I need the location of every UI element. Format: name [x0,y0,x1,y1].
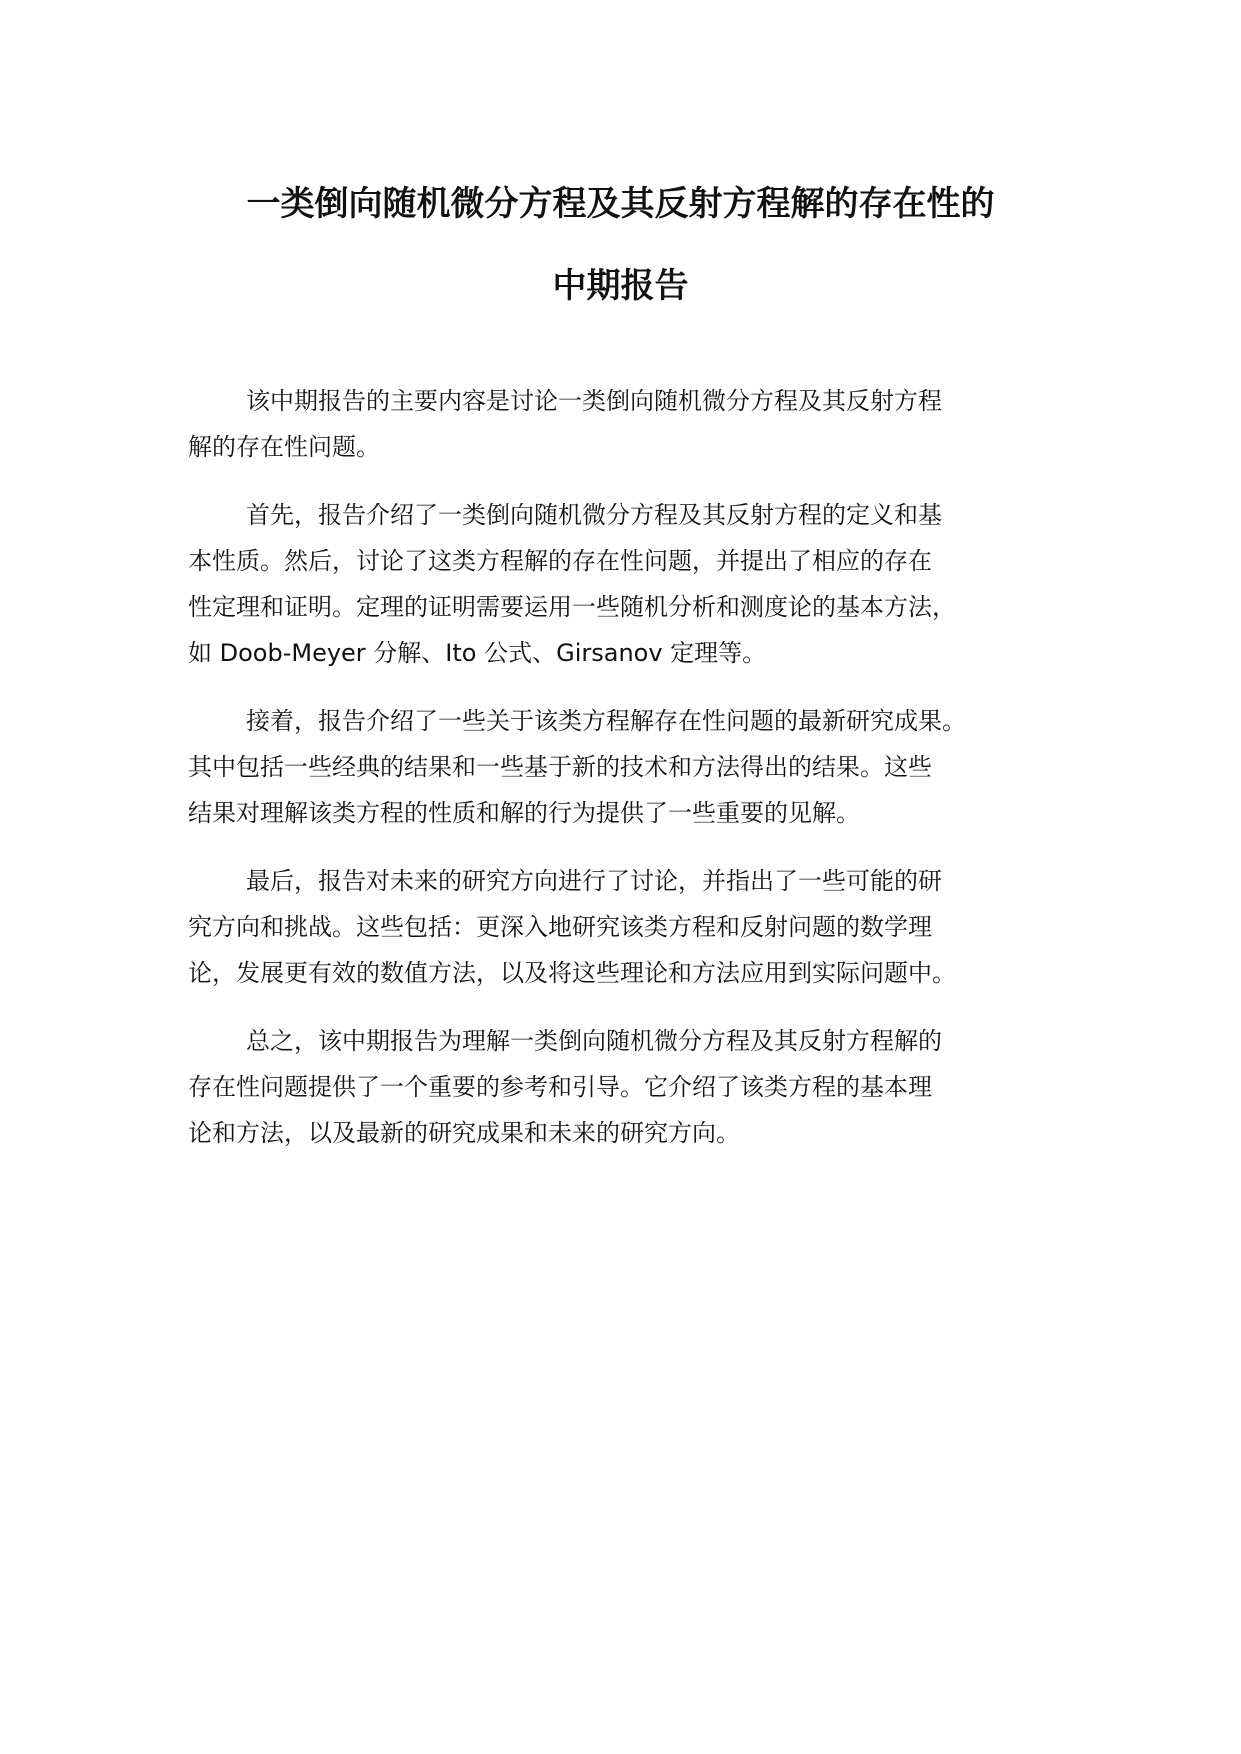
paragraph-line: 首先，报告介绍了一类倒向随机微分方程及其反射方程的定义和基 [246,501,942,529]
document-body [188,378,1088,1178]
document-title-line-2: 中期报告 [552,266,689,306]
paragraph-line: 论和方法，以及最新的研究成果和未来的研究方向。 [188,1119,740,1147]
paragraph-line: 其中包括一些经典的结果和一些基于新的技术和方法得出的结果。这些 [188,753,932,781]
paragraph-line: 最后，报告对未来的研究方向进行了讨论，并指出了一些可能的研 [246,867,942,895]
paragraph-line: 接着，报告介绍了一些关于该类方程解存在性问题的最新研究成果。 [246,707,966,735]
paragraph-line: 究方向和挑战。这些包括：更深入地研究该类方程和反射问题的数学理 [188,913,932,941]
paragraph-definitions [188,492,1088,676]
paragraph-line: 如 Doob-Meyer 分解、Ito 公式、Girsanov 定理等。 [188,639,767,667]
paragraph-recent-results [188,698,1088,836]
paragraph-line: 该中期报告的主要内容是讨论一类倒向随机微分方程及其反射方程 [246,387,942,415]
paragraph-summary [188,378,1088,470]
paragraph-future-directions [188,858,1088,996]
paragraph-line: 性定理和证明。定理的证明需要运用一些随机分析和测度论的基本方法， [188,593,956,621]
paragraph-conclusion [188,1018,1088,1156]
document-title-line-1: 一类倒向随机微分方程及其反射方程解的存在性的 [246,184,995,224]
paragraph-line: 存在性问题提供了一个重要的参考和引导。它介绍了该类方程的基本理 [188,1073,932,1101]
paragraph-line: 本性质。然后，讨论了这类方程解的存在性问题，并提出了相应的存在 [188,547,932,575]
paragraph-line: 解的存在性问题。 [188,433,380,461]
paragraph-line: 结果对理解该类方程的性质和解的行为提供了一些重要的见解。 [188,799,860,827]
paragraph-line: 总之，该中期报告为理解一类倒向随机微分方程及其反射方程解的 [246,1027,942,1055]
paragraph-line: 论，发展更有效的数值方法，以及将这些理论和方法应用到实际问题中。 [188,959,956,987]
